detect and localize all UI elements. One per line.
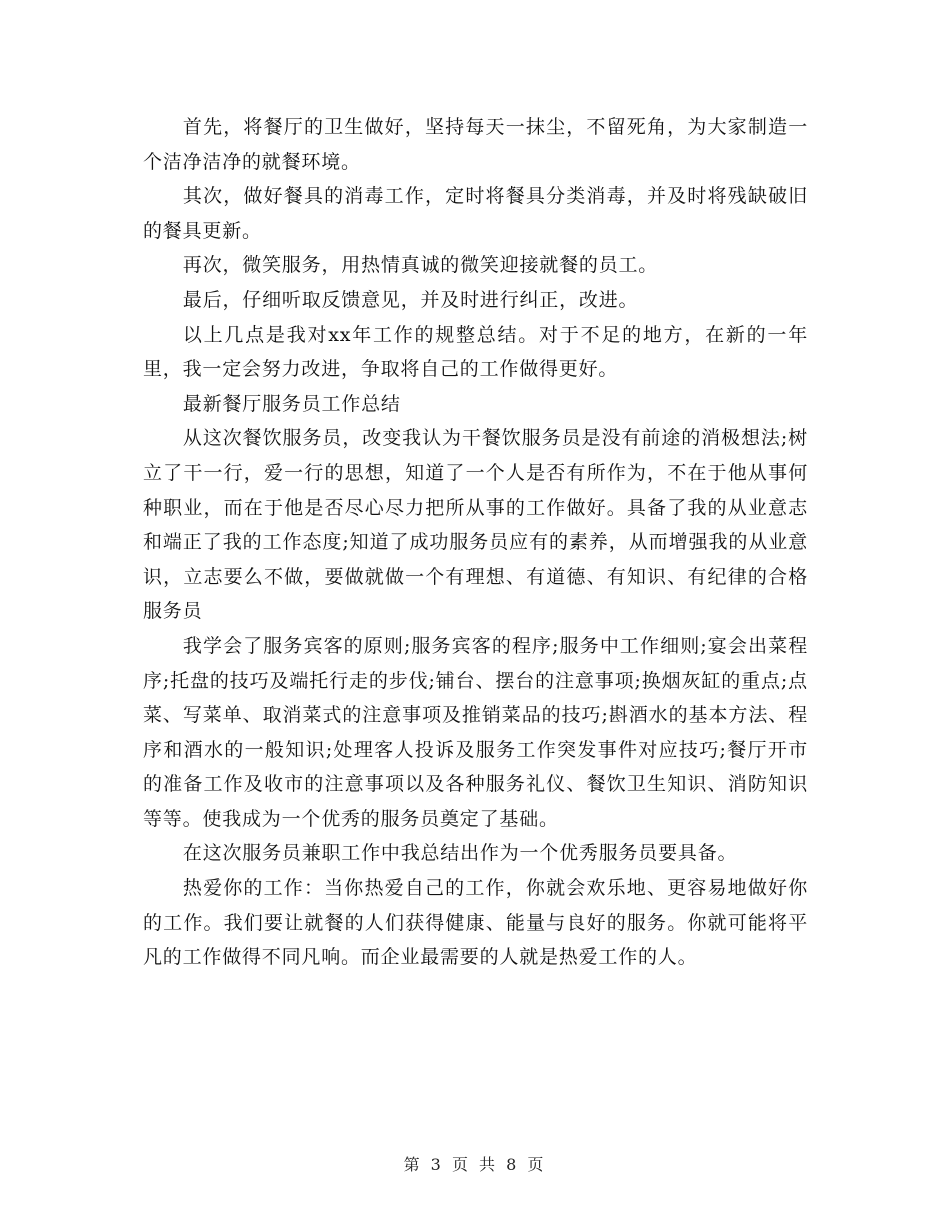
document-body — [143, 110, 808, 975]
section-heading: 最新餐厅服务员工作总结 — [182, 392, 401, 415]
paragraph-1: 首先，将餐厅的卫生做好，坚持每天一抹尘，不留死角，为大家制造一个洁净洁净的就餐环境。 — [143, 116, 808, 173]
paragraph-10: 热爱你的工作：当你热爱自己的工作，你就会欢乐地、更容易地做好你的工作。我们要让就餐的人们获得健康、能量与良好的服务。你就可能将平凡的工作做得不同凡响。而企业最需要的人就是热爱工作的人。 — [143, 877, 808, 969]
paragraph-5: 以上几点是我对xx年工作的规整总结。对于不足的地方，在新的一年里，我一定会努力改进，争取将自己的工作做得更好。 — [143, 323, 808, 381]
paragraph-9: 在这次服务员兼职工作中我总结出作为一个优秀服务员要具备。 — [182, 842, 738, 865]
paragraph-3: 再次，微笑服务，用热情真诚的微笑迎接就餐的员工。 — [182, 254, 659, 277]
paragraph-2: 其次，做好餐具的消毒工作，定时将餐具分类消毒，并及时将残缺破旧的餐具更新。 — [143, 185, 808, 242]
paragraph-7: 从这次餐饮服务员，改变我认为干餐饮服务员是没有前途的消极想法;树立了干一行，爱一行的思想，知道了一个人是否有所作为，不在于他从事何种职业，而在于他是否尽心尽力把所从事的工作做好。具备了我的从业意志和端正了我的工作态度;知道了成功服务员应有的素养，从而增强我的从业意识，立志要么不做，要做就做一个有理想、有道德、有知识、有纪律的合格服务员 — [143, 427, 808, 623]
paragraph-4: 最后，仔细听取反馈意见，并及时进行纠正，改进。 — [182, 288, 639, 311]
page-number: 第 3 页 共 8 页 — [403, 1155, 547, 1174]
paragraph-8: 我学会了服务宾客的原则;服务宾客的程序;服务中工作细则;宴会出菜程序;托盘的技巧及端托行走的步伐;铺台、摆台的注意事项;换烟灰缸的重点;点菜、写菜单、取消菜式的注意事项及推销菜品的技巧;斟酒水的基本方法、程序和酒水的一般知识;处理客人投诉及服务工作突发事件对应技巧;餐厅开市的准备工作及收市的注意事项以及各种服务礼仪、餐饮卫生知识、消防知识等等。使我成为一个优秀的服务员奠定了基础。 — [143, 634, 808, 830]
